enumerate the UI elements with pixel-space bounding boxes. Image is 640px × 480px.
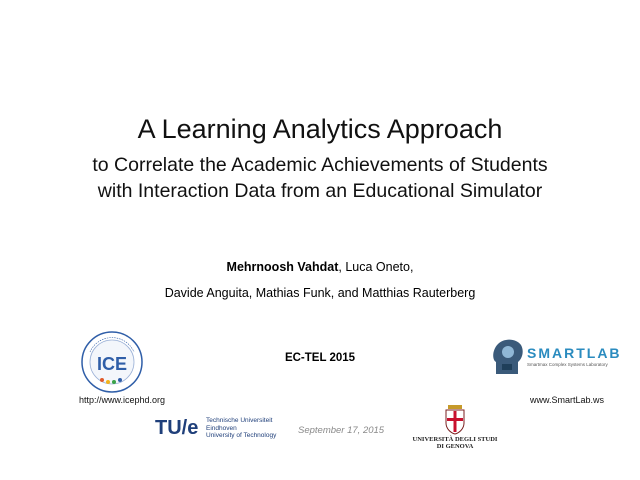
smartlab-logo-subtitle: Smartmax Complex Systems Laboratory	[527, 362, 608, 367]
tue-line2: Eindhoven	[206, 424, 237, 432]
tue-logo-mark: TU/e	[155, 417, 199, 439]
tue-line3: University of Technology	[206, 432, 277, 439]
unige-crest-icon	[440, 401, 470, 435]
unige-line2: DI GENOVA	[436, 443, 474, 450]
ice-logo	[80, 330, 144, 394]
conference-name: EC-TEL 2015	[284, 352, 356, 364]
slide-subtitle-line1: to Correlate the Academic Achievements of Students	[92, 154, 548, 176]
lead-author: Mehrnoosh Vahdat	[226, 260, 339, 274]
unige-line1: UNIVERSITÀ DEGLI STUDI	[412, 436, 498, 443]
unige-logo-text	[410, 436, 500, 450]
smartlab-logo-text: SMARTLAB	[527, 345, 622, 361]
tue-line1: Technische Universiteit	[206, 417, 273, 424]
ice-logo-graphic	[80, 330, 144, 394]
co-authors: , Luca Oneto,	[338, 260, 414, 274]
slide-subtitle-line2: with Interaction Data from an Educational Simulator	[97, 180, 543, 202]
slide-title: A Learning Analytics Approach	[137, 114, 503, 144]
ice-logo-text: ICE	[96, 354, 128, 374]
authors-line2: Davide Anguita, Mathias Funk, and Matthias Rauterberg	[164, 286, 476, 300]
tue-logo-text	[206, 417, 276, 440]
ice-url-link[interactable]: http://www.icephd.org	[79, 395, 166, 405]
authors-line1	[0, 260, 640, 274]
tue-logo	[155, 415, 203, 439]
presentation-date: September 17, 2015	[298, 425, 385, 436]
smartlab-url-link[interactable]: www.SmartLab.ws	[530, 395, 605, 405]
smartlab-head-icon	[490, 336, 526, 376]
